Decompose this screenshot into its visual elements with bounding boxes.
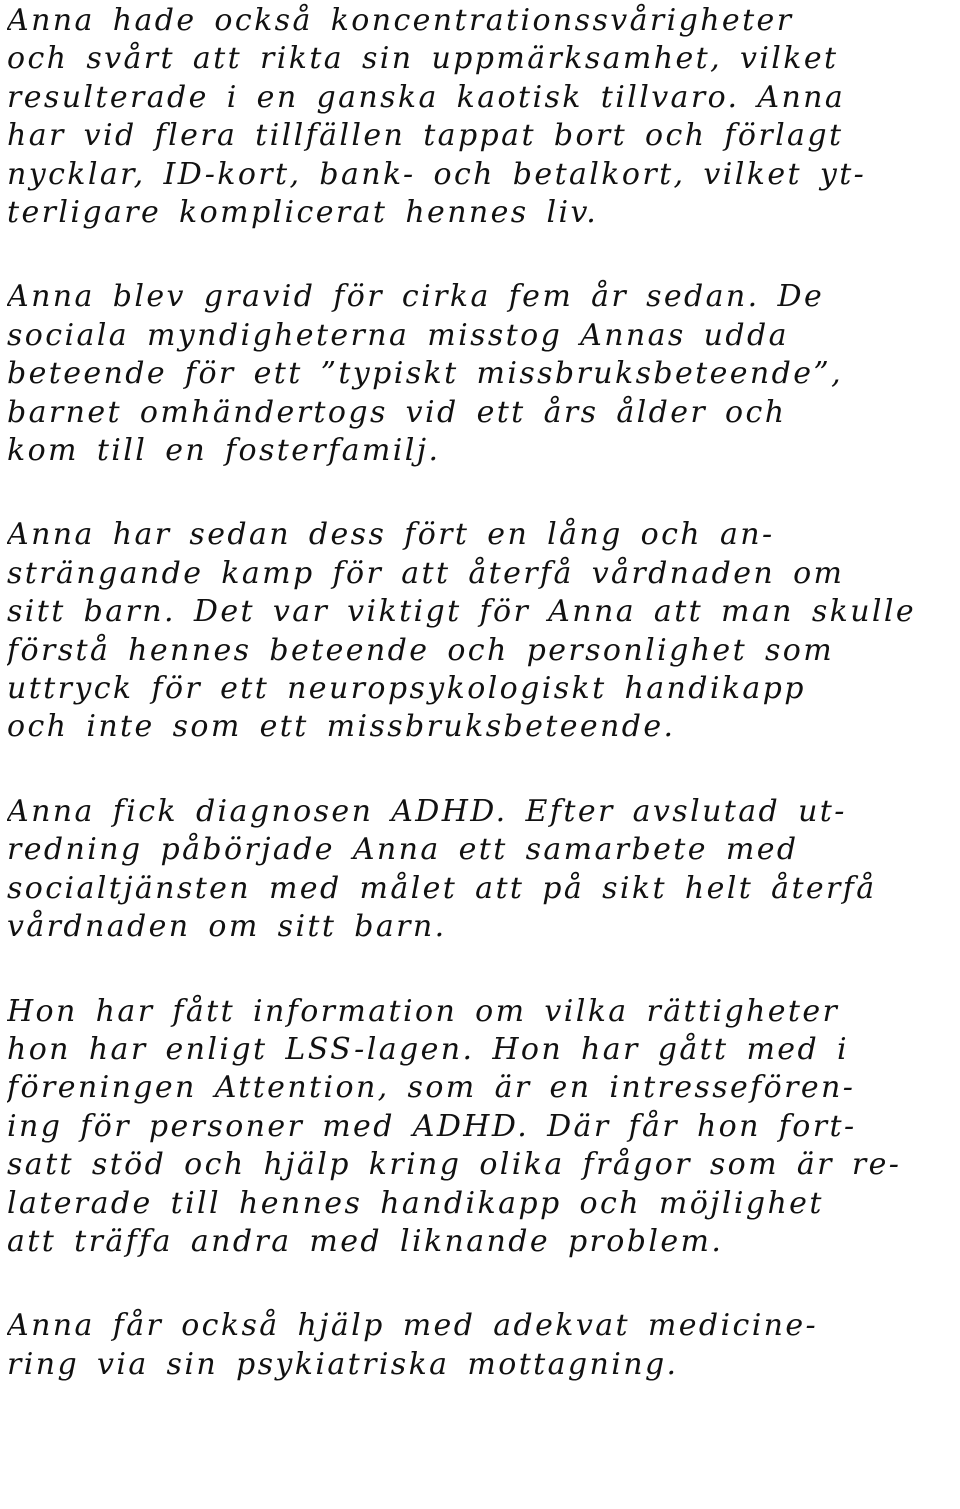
text-line: vårdnaden om sitt barn. — [7, 909, 447, 945]
text-line: barnet omhändertogs vid ett års ålder och — [7, 394, 787, 430]
text-line: Anna har sedan dess fört en lång och an- — [7, 517, 775, 553]
text-line: nycklar, ID-kort, bank- och betalkort, vilket yt- — [7, 156, 867, 192]
text-line: terligare komplicerat hennes liv. — [7, 194, 599, 230]
paragraph-concentration — [7, 2, 954, 232]
paragraph-rights-support — [7, 993, 954, 1262]
text-line: satt stöd och hjälp kring olika frågor som är re- — [7, 1147, 902, 1183]
paragraph-diagnosis — [7, 793, 954, 947]
text-line: Anna hade också koncentrationssvårigheter — [7, 3, 794, 38]
text-line: att träffa andra med liknande problem. — [7, 1223, 724, 1259]
paragraph-medication — [7, 1307, 954, 1384]
text-line: har vid flera tillfällen tappat bort och förlagt — [7, 118, 844, 154]
text-line: strängande kamp för att återfå vårdnaden om — [7, 555, 845, 591]
paragraph-pregnancy — [7, 278, 954, 470]
text-line: Anna får också hjälp med adekvat medicine- — [7, 1308, 819, 1344]
text-line: förstå hennes beteende och personlighet som — [7, 632, 835, 668]
text-line: sociala myndigheterna misstog Annas udda — [7, 317, 789, 353]
text-line: och inte som ett missbruksbeteende. — [7, 709, 676, 745]
text-line: ing för personer med ADHD. Där får hon fort- — [7, 1108, 857, 1144]
text-line: kom till en fosterfamilj. — [7, 433, 441, 468]
text-line: föreningen Attention, som är en intressefören- — [7, 1070, 856, 1106]
text-line: resulterade i en ganska kaotisk tillvaro. Anna — [7, 79, 846, 115]
text-line: laterade till hennes handikapp och möjlighet — [7, 1185, 824, 1221]
text-line: Hon har fått information om vilka rättigheter — [7, 993, 840, 1029]
paragraph-custody-struggle — [7, 516, 954, 746]
text-line: sitt barn. Det var viktigt för Anna att man skulle — [7, 594, 917, 630]
text-line: hon har enligt LSS-lagen. Hon har gått med i — [7, 1031, 849, 1067]
text-line: Anna blev gravid för cirka fem år sedan. De — [7, 279, 825, 315]
text-line: beteende för ett ”typiskt missbruksbeteende”, — [7, 356, 844, 392]
text-line: ring via sin psykiatriska mottagning. — [7, 1346, 679, 1382]
text-line: Anna fick diagnosen ADHD. Efter avslutad ut- — [7, 793, 847, 829]
text-line: socialtjänsten med målet att på sikt helt återfå — [7, 870, 877, 906]
text-line: redning påbörjade Anna ett samarbete med — [7, 832, 799, 868]
text-line: och svårt att rikta sin uppmärksamhet, vilket — [7, 41, 839, 77]
text-line: uttryck för ett neuropsykologiskt handikapp — [7, 671, 806, 707]
